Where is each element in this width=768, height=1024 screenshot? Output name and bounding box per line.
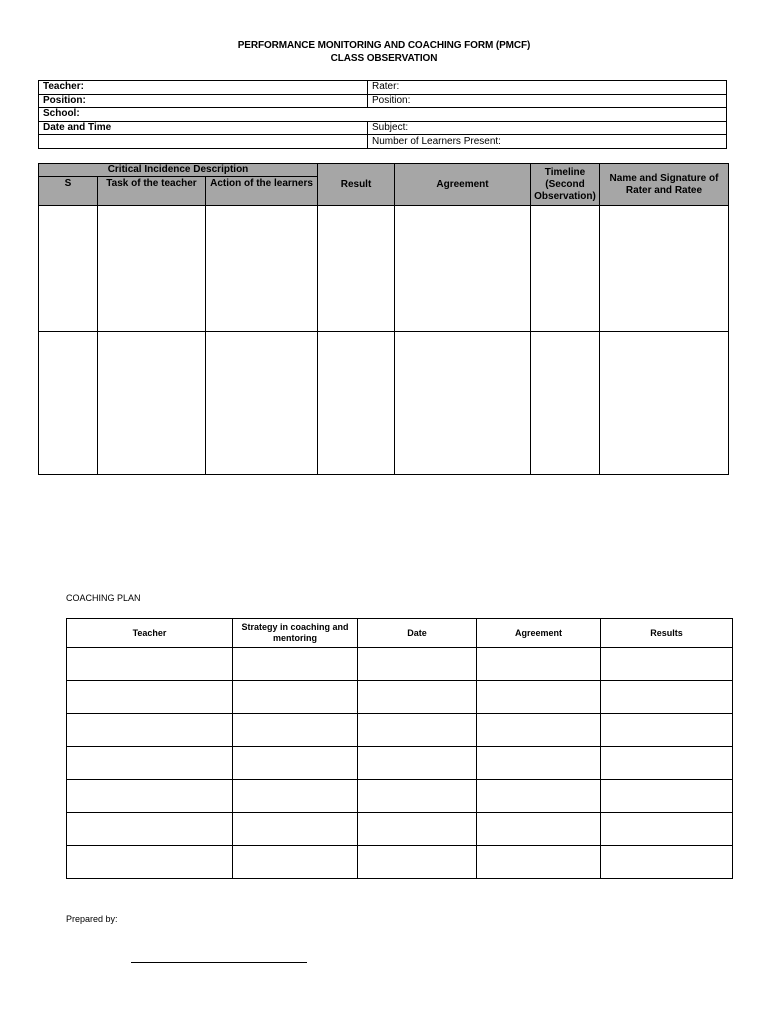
coaching-plan-table	[66, 618, 733, 879]
table-cell[interactable]	[233, 648, 358, 681]
table-cell[interactable]	[395, 332, 531, 475]
table-cell[interactable]	[601, 747, 733, 780]
timeline-header: Timeline (Second Observation)	[531, 164, 600, 206]
table-cell[interactable]	[395, 206, 531, 332]
table-cell[interactable]	[358, 846, 477, 879]
result-header: Result	[318, 164, 395, 206]
table-cell[interactable]	[358, 747, 477, 780]
table-cell[interactable]	[67, 681, 233, 714]
table-cell[interactable]	[98, 332, 206, 475]
table-cell[interactable]	[601, 780, 733, 813]
table-cell[interactable]	[67, 648, 233, 681]
table-row	[67, 813, 733, 846]
rater-position-label: Position:	[368, 94, 727, 108]
teacher-label: Teacher:	[39, 81, 368, 95]
table-cell[interactable]	[477, 714, 601, 747]
table-cell[interactable]	[477, 747, 601, 780]
subject-label: Subject:	[368, 121, 727, 135]
table-cell[interactable]	[233, 846, 358, 879]
critical-incidence-header: Critical Incidence Description	[39, 164, 318, 177]
school-label: School:	[39, 108, 727, 122]
form-title: PERFORMANCE MONITORING AND COACHING FORM (PMCF)	[237, 40, 531, 51]
teacher-header: Teacher	[67, 619, 233, 648]
table-row	[39, 206, 729, 332]
table-cell[interactable]	[67, 780, 233, 813]
table-cell[interactable]	[233, 780, 358, 813]
table-cell[interactable]	[477, 648, 601, 681]
table-cell[interactable]	[206, 332, 318, 475]
task-header: Task of the teacher	[98, 177, 206, 206]
empty-cell	[39, 135, 368, 149]
table-row	[67, 681, 733, 714]
table-cell[interactable]	[358, 714, 477, 747]
table-cell[interactable]	[600, 206, 729, 332]
table-cell[interactable]	[601, 813, 733, 846]
agreement-header: Agreement	[477, 619, 601, 648]
signature-header: Name and Signature of Rater and Ratee	[600, 164, 729, 206]
prepared-by-label: Prepared by:	[66, 914, 118, 924]
table-cell[interactable]	[477, 681, 601, 714]
table-cell[interactable]	[318, 332, 395, 475]
table-cell[interactable]	[39, 332, 98, 475]
table-cell[interactable]	[318, 206, 395, 332]
rater-label: Rater:	[368, 81, 727, 95]
observation-table	[38, 163, 729, 475]
table-cell[interactable]	[206, 206, 318, 332]
date-time-label: Date and Time	[39, 121, 368, 135]
table-cell[interactable]	[477, 780, 601, 813]
signature-line[interactable]	[131, 962, 307, 963]
s-header: S	[39, 177, 98, 206]
table-cell[interactable]	[233, 681, 358, 714]
position-label: Position:	[39, 94, 368, 108]
table-row	[67, 714, 733, 747]
table-cell[interactable]	[233, 747, 358, 780]
learners-label: Number of Learners Present:	[368, 135, 727, 149]
table-cell[interactable]	[531, 206, 600, 332]
table-row	[67, 648, 733, 681]
table-cell[interactable]	[477, 846, 601, 879]
info-table	[38, 80, 727, 149]
table-row	[67, 846, 733, 879]
table-cell[interactable]	[67, 846, 233, 879]
table-row	[67, 780, 733, 813]
table-cell[interactable]	[67, 747, 233, 780]
table-cell[interactable]	[67, 714, 233, 747]
table-cell[interactable]	[98, 206, 206, 332]
agreement-header: Agreement	[395, 164, 531, 206]
table-cell[interactable]	[531, 332, 600, 475]
table-cell[interactable]	[601, 846, 733, 879]
coaching-plan-label: COACHING PLAN	[66, 593, 141, 603]
date-header: Date	[358, 619, 477, 648]
table-cell[interactable]	[67, 813, 233, 846]
table-cell[interactable]	[601, 714, 733, 747]
table-cell[interactable]	[601, 681, 733, 714]
table-cell[interactable]	[601, 648, 733, 681]
table-cell[interactable]	[358, 648, 477, 681]
table-cell[interactable]	[233, 714, 358, 747]
strategy-header: Strategy in coaching and mentoring	[233, 619, 358, 648]
table-cell[interactable]	[233, 813, 358, 846]
table-cell[interactable]	[39, 206, 98, 332]
table-row	[67, 747, 733, 780]
table-cell[interactable]	[477, 813, 601, 846]
table-cell[interactable]	[358, 681, 477, 714]
table-cell[interactable]	[358, 780, 477, 813]
form-subtitle: CLASS OBSERVATION	[330, 53, 438, 64]
table-cell[interactable]	[600, 332, 729, 475]
results-header: Results	[601, 619, 733, 648]
table-cell[interactable]	[358, 813, 477, 846]
table-row	[39, 332, 729, 475]
action-header: Action of the learners	[206, 177, 318, 206]
